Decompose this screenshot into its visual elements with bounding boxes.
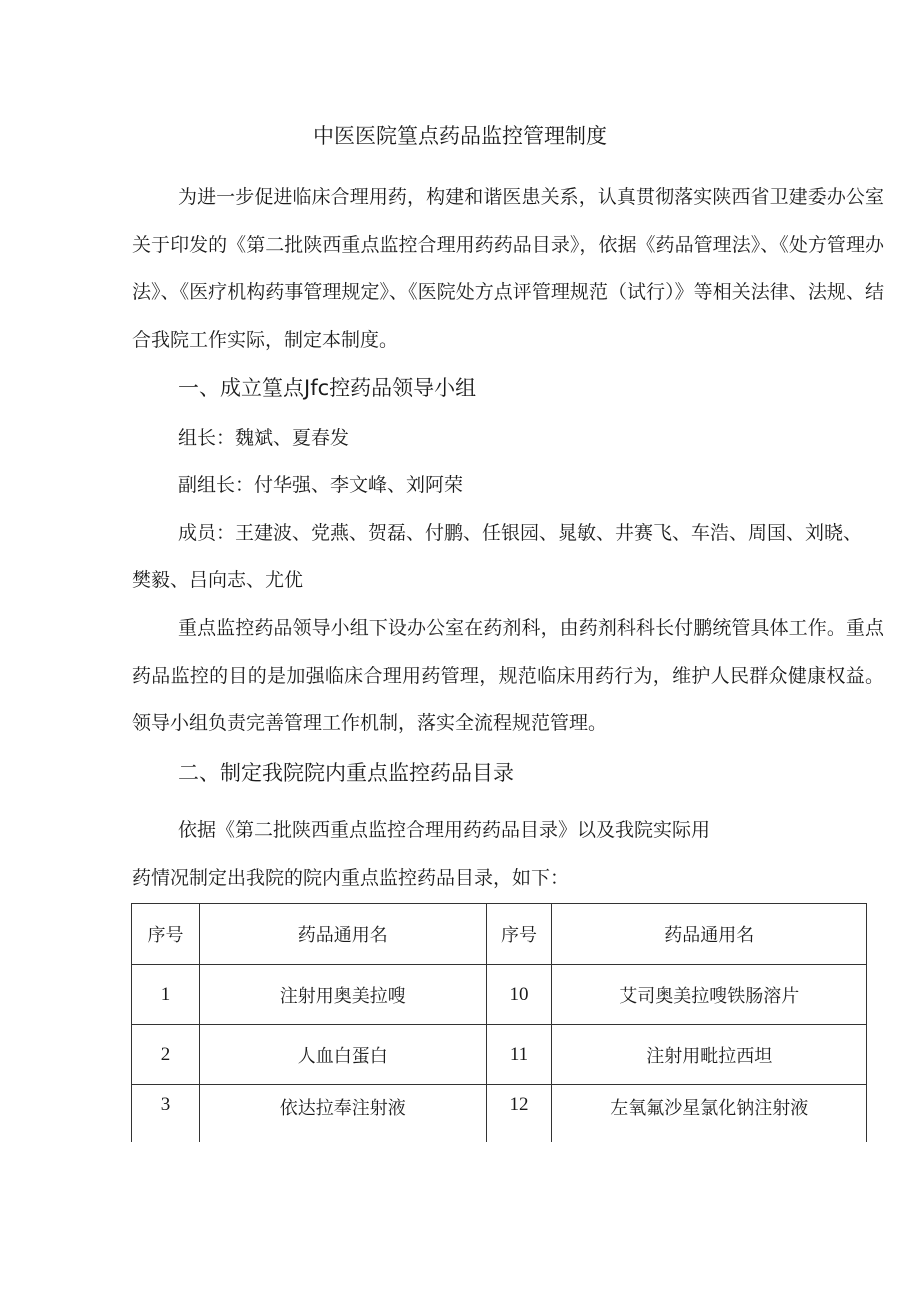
- header-no-a: 序号: [132, 904, 200, 965]
- drug-catalog-table: [131, 903, 867, 1142]
- intro-paragraph: 为进一步促进临床合理用药，构建和谐医患关系，认真贯彻落实陕西省卫建委办公室关于印发的《第二批陕西重点监控合理用药药品目录》，依据《药品管理法》、《处方管理办法》、《医疗机构药事管理规定》、《医院处方点评管理规范（试行）》等相关法律、法规、结合我院工作实际，制定本制度。: [132, 186, 884, 351]
- cell-name-b: 左氧氟沙星氯化钠注射液: [552, 1085, 867, 1143]
- group-members-line2: 樊毅、吕向志、尤优: [132, 569, 304, 591]
- office-paragraph: 重点监控药品领导小组下设办公室在药剂科，由药剂科科长付鹏统管具体工作。重点药品监控的目的是加强临床合理用药管理，规范临床用药行为，维护人民群众健康权益。领导小组负责完善管理工作机制，落实全流程规范管理。: [132, 617, 884, 734]
- cell-no-a: 2: [132, 1025, 200, 1085]
- header-name-a: 药品通用名: [199, 904, 486, 965]
- cell-name-a: 依达拉奉注射液: [199, 1085, 486, 1143]
- table-row: [132, 1025, 867, 1085]
- cell-name-a: 注射用奥美拉嗖: [199, 965, 486, 1025]
- cell-no-b: 12: [486, 1085, 552, 1143]
- cell-name-b: 注射用毗拉西坦: [552, 1025, 867, 1085]
- cell-no-b: 10: [486, 965, 552, 1025]
- group-deputy: 副组长：付华强、李文峰、刘阿荣: [178, 474, 464, 496]
- group-leader: 组长：魏斌、夏春发: [178, 427, 350, 449]
- table-row: [132, 1085, 867, 1143]
- cell-no-b: 11: [486, 1025, 552, 1085]
- basis-line2: 药情况制定出我院的院内重点监控药品目录，如下：: [132, 867, 570, 889]
- cell-no-a: 1: [132, 965, 200, 1025]
- table-row: [132, 965, 867, 1025]
- header-name-b: 药品通用名: [552, 904, 867, 965]
- header-no-b: 序号: [486, 904, 552, 965]
- section1-heading: 一、成立篁点Jfc控药品领导小组: [178, 376, 477, 400]
- table-header-row: [132, 904, 867, 965]
- basis-line1: 依据《第二批陕西重点监控合理用药药品目录》以及我院实际用: [178, 819, 711, 841]
- section2-heading: 二、制定我院院内重点监控药品目录: [178, 761, 514, 785]
- group-members-line1: 成员：王建波、党燕、贺磊、付鹏、任银园、晁敏、井赛飞、车浩、周国、刘晓、: [178, 522, 863, 544]
- cell-name-a: 人血白蛋白: [199, 1025, 486, 1085]
- document-title: 中医医院篁点药品监控管理制度: [313, 124, 607, 148]
- cell-name-b: 艾司奥美拉嗖铁肠溶片: [552, 965, 867, 1025]
- cell-no-a: 3: [132, 1085, 200, 1143]
